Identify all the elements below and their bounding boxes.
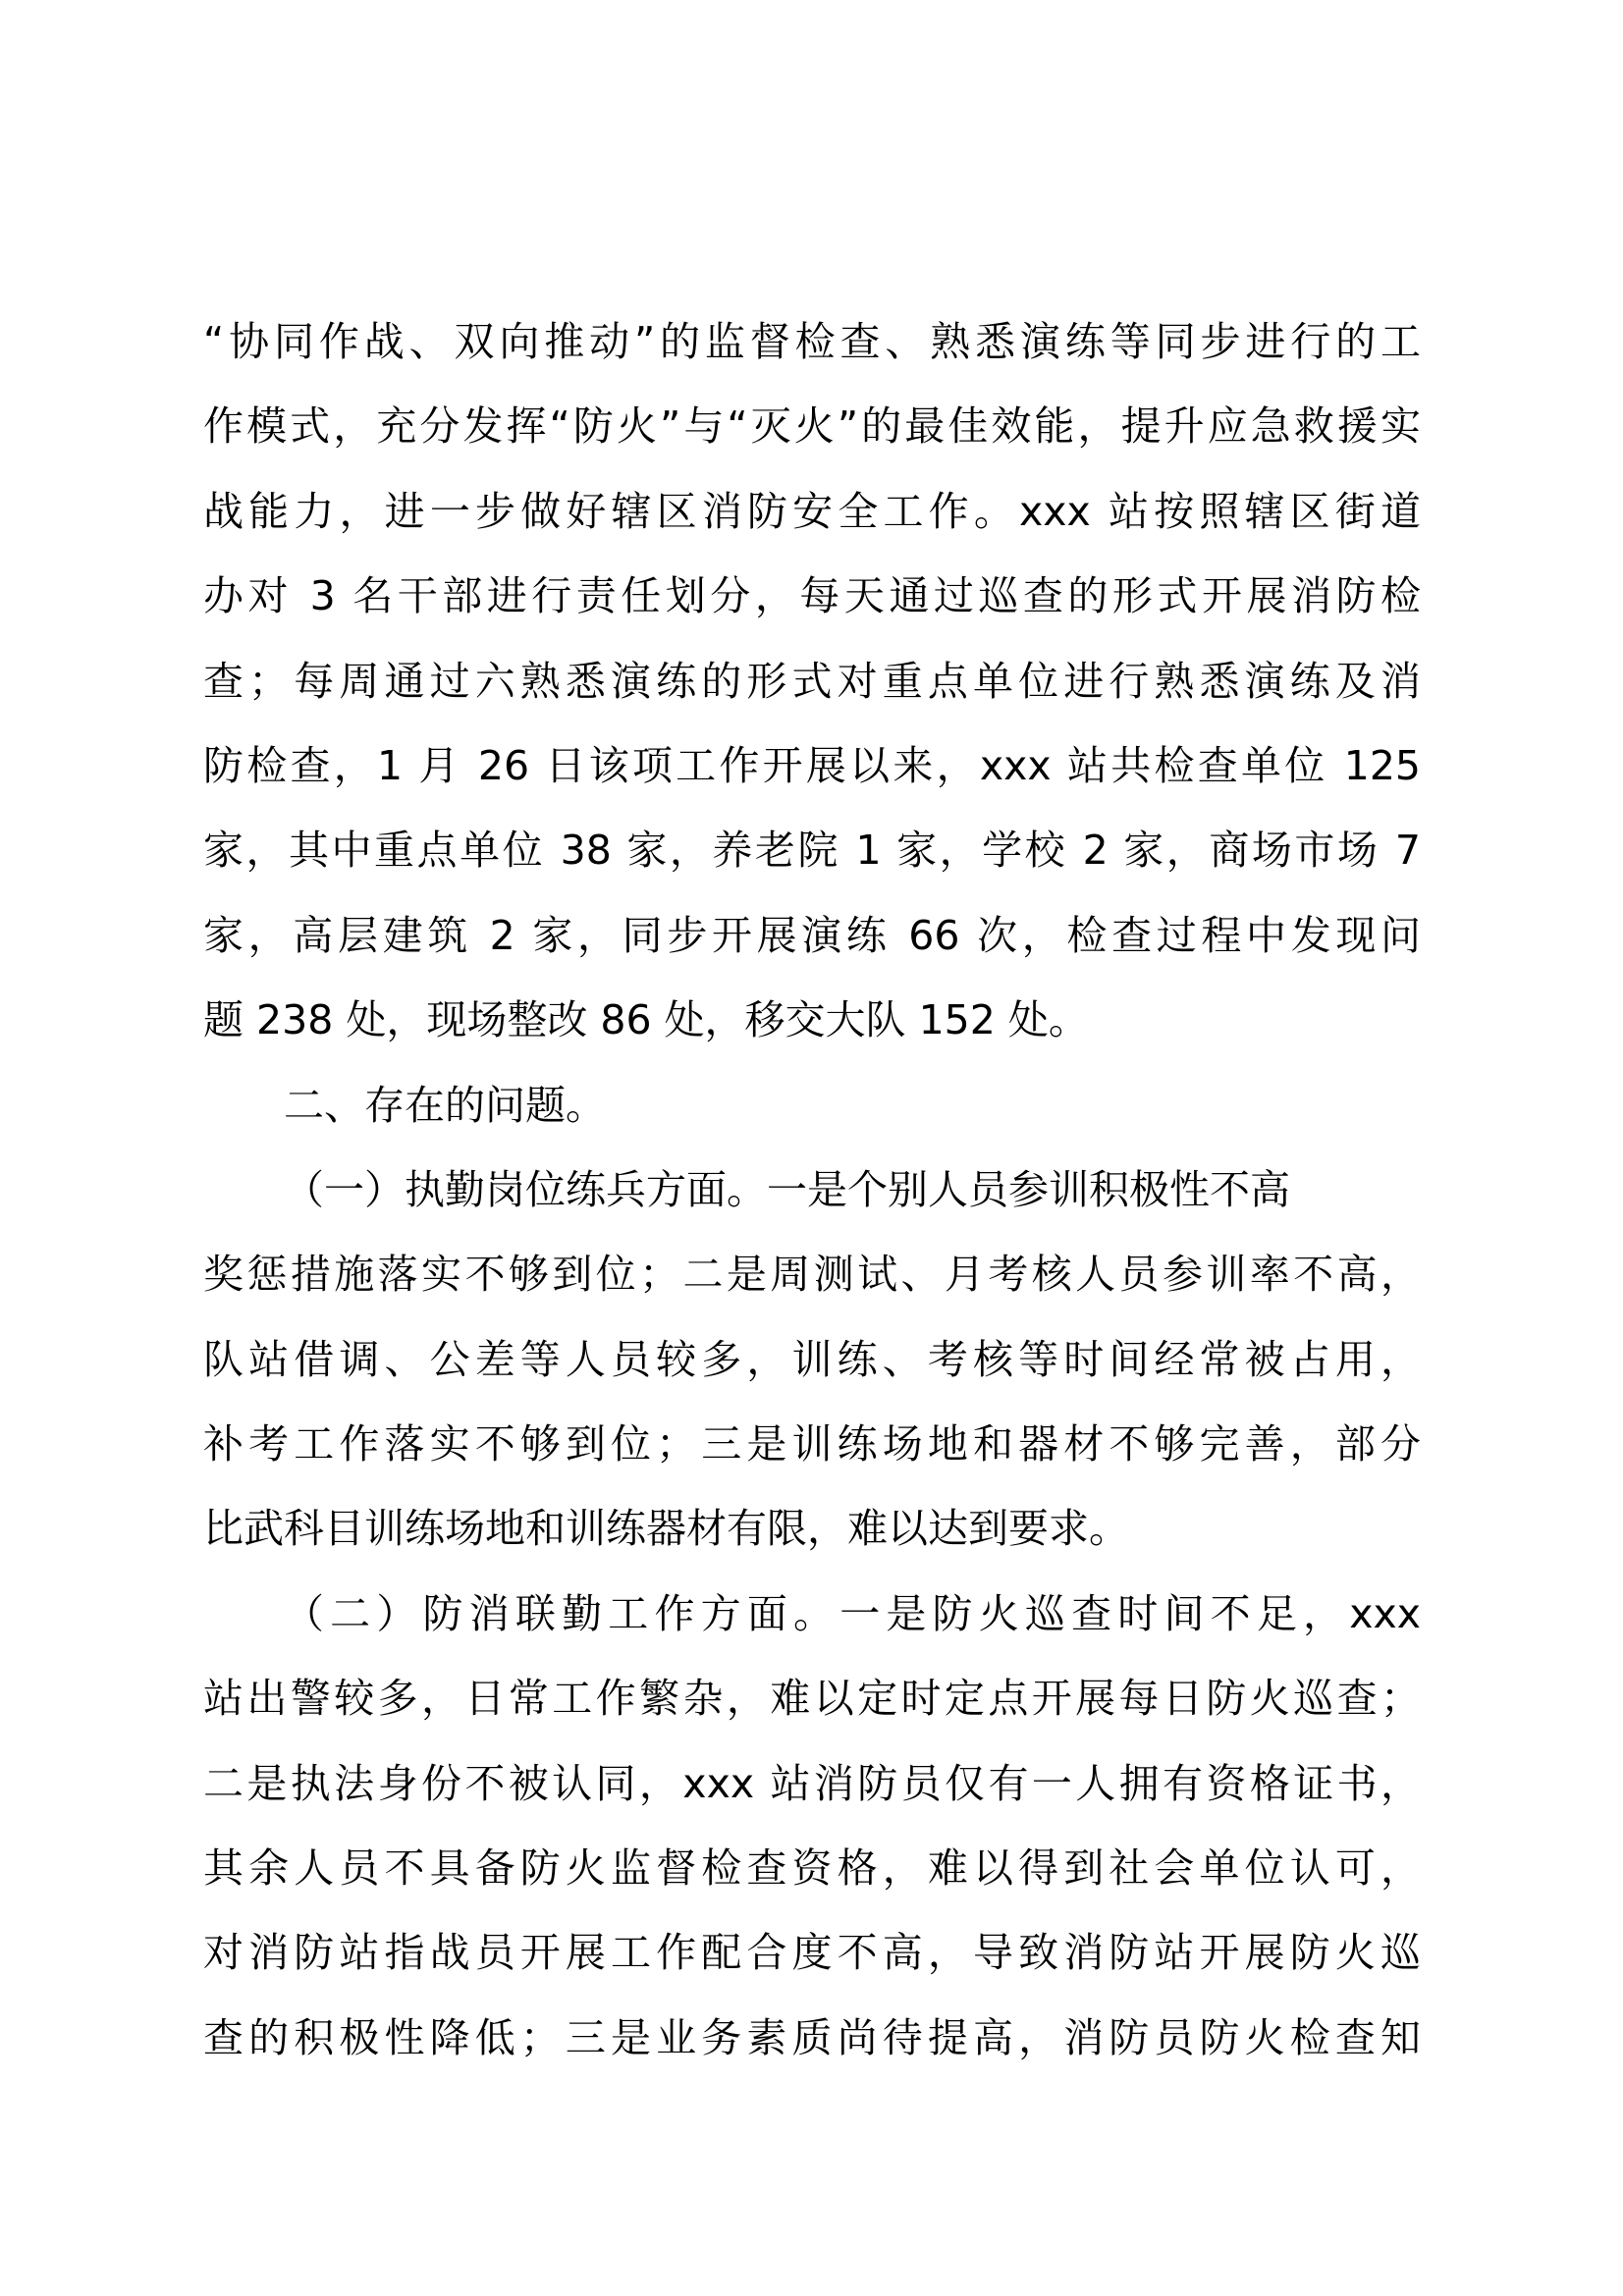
text-line: （二）防消联勤工作方面。一是防火巡查时间不足，xxx [284, 1589, 1421, 1637]
text-line: 作模式，充分发挥“防火”与“灭火”的最佳效能，提升应急救援实 [203, 402, 1421, 451]
text-line: （一）执勤岗位练兵方面。一是个别人员参训积极性不高 [284, 1165, 1290, 1213]
text-line: 补考工作落实不够到位；三是训练场地和器材不够完善，部分 [203, 1420, 1421, 1468]
text-line: 站出警较多，日常工作繁杂，难以定时定点开展每日防火巡查； [203, 1675, 1421, 1723]
text-line: 二、存在的问题。 [284, 1081, 606, 1129]
text-line: 战能力，进一步做好辖区消防安全工作。xxx 站按照辖区街道 [203, 487, 1421, 535]
text-line: 查；每周通过六熟悉演练的形式对重点单位进行熟悉演练及消 [203, 657, 1421, 705]
text-line: 队站借调、公差等人员较多，训练、考核等时间经常被占用， [203, 1335, 1421, 1383]
text-line: 家，高层建筑 2 家，同步开展演练 66 次，检查过程中发现问 [203, 911, 1421, 959]
text-line: 家，其中重点单位 38 家，养老院 1 家，学校 2 家，商场市场 7 [203, 827, 1421, 875]
document-text-block [203, 299, 1421, 2080]
text-line: 防检查，1 月 26 日该项工作开展以来，xxx 站共检查单位 125 [203, 741, 1421, 789]
text-line: 查的积极性降低；三是业务素质尚待提高，消防员防火检查知 [203, 2013, 1421, 2061]
text-line: 题 238 处，现场整改 86 处，移交大队 152 处。 [203, 996, 1089, 1044]
text-line: 对消防站指战员开展工作配合度不高，导致消防站开展防火巡 [203, 1929, 1421, 1977]
text-line: 办对 3 名干部进行责任划分，每天通过巡查的形式开展消防检 [203, 572, 1421, 620]
text-line: 比武科目训练场地和训练器材有限，难以达到要求。 [203, 1505, 1129, 1553]
text-line: “协同作战、双向推动”的监督检查、熟悉演练等同步进行的工 [203, 318, 1421, 365]
text-line: 奖惩措施落实不够到位；二是周测试、月考核人员参训率不高， [203, 1251, 1421, 1299]
text-line: 二是执法身份不被认同，xxx 站消防员仅有一人拥有资格证书， [203, 1759, 1421, 1807]
text-line: 其余人员不具备防火监督检查资格，难以得到社会单位认可， [203, 1844, 1421, 1893]
